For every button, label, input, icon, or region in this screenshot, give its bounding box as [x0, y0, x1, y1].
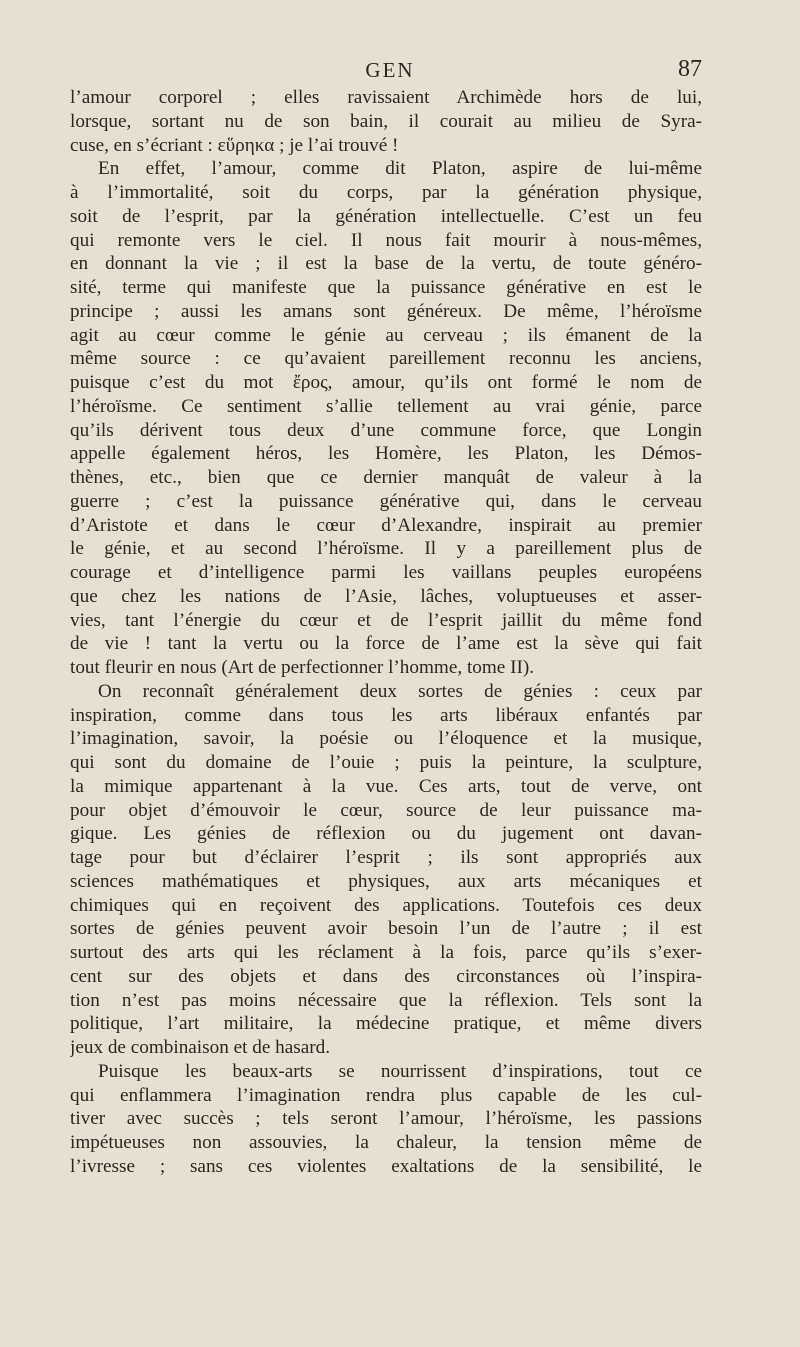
text-line: d’Aristote et dans le cœur d’Alexandre, inspirait au premier	[70, 514, 702, 536]
text-line: sité, terme qui manifeste que la puissance générative en est le	[70, 277, 702, 298]
text-line: l’ivresse ; sans ces violentes exaltations de la sensibilité, le	[70, 1155, 702, 1177]
text-line: qui remonte vers le ciel. Il nous fait mourir à nous-mêmes,	[70, 229, 702, 251]
text-line: la mimique appartenant à la vue. Ces arts, tout de verve, ont	[70, 775, 702, 797]
text-line: l’imagination, savoir, la poésie ou l’éloquence et la musique,	[70, 728, 702, 750]
text-line: cuse, en s’écriant : εὕρηκα ; je l’ai trouvé !	[70, 134, 399, 156]
text-line: même source : ce qu’avaient pareillement reconnu les anciens,	[70, 348, 702, 370]
text-line: tion n’est pas moins nécessaire que la réflexion. Tels sont la	[70, 989, 702, 1011]
text-line: l’amour corporel ; elles ravissaient Archimède hors de lui,	[70, 87, 702, 108]
text-line: l’héroïsme. Ce sentiment s’allie tellement au vrai génie, parce	[70, 395, 702, 417]
text-line: surtout des arts qui les réclament à la fois, parce qu’ils s’exer-	[70, 942, 702, 963]
text-line: qui sont du domaine de l’ouie ; puis la peinture, la sculpture,	[70, 752, 702, 773]
text-line: jeux de combinaison et de hasard.	[70, 1037, 331, 1058]
text-line: qui enflammera l’imagination rendra plus capable de les cul-	[70, 1084, 702, 1106]
text-line: tage pour but d’éclairer l’esprit ; ils sont appropriés aux	[70, 847, 702, 868]
text-line: cent sur des objets et dans des circonstances où l’inspira-	[70, 965, 702, 987]
running-head	[70, 56, 710, 86]
text-line: à l’immortalité, soit du corps, par la génération physique,	[70, 182, 702, 203]
text-line: tiver avec succès ; tels seront l’amour, l’héroïsme, les passions	[70, 1108, 702, 1130]
text-line: courage et d’intelligence parmi les vaillans peuples européens	[70, 562, 702, 583]
text-line: sciences mathématiques et physiques, aux arts mécaniques et	[70, 870, 702, 892]
text-line: puisque c’est du mot ἔρος, amour, qu’ils ont formé le nom de	[70, 372, 702, 393]
text-line: en donnant la vie ; il est la base de la vertu, de toute généro-	[70, 253, 702, 275]
text-line: soit de l’esprit, par la génération intellectuelle. C’est un feu	[70, 205, 702, 227]
text-line: impétueuses non assouvies, la chaleur, la tension même de	[70, 1132, 702, 1153]
text-line: guerre ; c’est la puissance générative qui, dans le cerveau	[70, 490, 702, 512]
page-number: 87	[678, 56, 702, 82]
text-line: appelle également héros, les Homère, les Platon, les Démos-	[70, 443, 702, 465]
text-line: politique, l’art militaire, la médecine pratique, et même divers	[70, 1013, 702, 1035]
running-head-title: GEN	[365, 58, 415, 82]
text-line: qu’ils dérivent tous deux d’une commune force, que Longin	[70, 419, 702, 441]
text-line: On reconnaît généralement deux sortes de génies : ceux par	[98, 680, 702, 702]
text-line: lorsque, sortant nu de son bain, il courait au milieu de Syra-	[70, 110, 702, 132]
body-text	[70, 86, 702, 1179]
text-line: En effet, l’amour, comme dit Platon, aspire de lui-même	[98, 158, 702, 180]
text-line: principe ; aussi les amans sont généreux. De même, l’héroïsme	[70, 300, 702, 322]
text-line: thènes, etc., bien que ce dernier manquât de valeur à la	[70, 467, 702, 488]
text-line: sortes de génies peuvent avoir besoin l’un de l’autre ; il est	[70, 918, 702, 940]
text-line: pour objet d’émouvoir le cœur, source de leur puissance ma-	[70, 799, 702, 821]
text-line: agit au cœur comme le génie au cerveau ; ils émanent de la	[70, 324, 702, 346]
text-line: le génie, et au second l’héroïsme. Il y a pareillement plus de	[70, 538, 702, 560]
text-line: de vie ! tant la vertu ou la force de l’ame est la sève qui fait	[70, 633, 702, 655]
text-line: Puisque les beaux-arts se nourrissent d’inspirations, tout ce	[98, 1060, 702, 1082]
text-line: vies, tant l’énergie du cœur et de l’esprit jaillit du même fond	[70, 609, 702, 631]
text-line: chimiques qui en reçoivent des applications. Toutefois ces deux	[70, 894, 702, 916]
text-line: tout fleurir en nous (Art de perfectionner l’homme, tome II).	[70, 657, 535, 678]
text-line: inspiration, comme dans tous les arts libéraux enfantés par	[70, 704, 702, 726]
text-line: gique. Les génies de réflexion ou du jugement ont davan-	[70, 823, 702, 845]
text-line: que chez les nations de l’Asie, lâches, voluptueuses et asser-	[70, 585, 702, 607]
